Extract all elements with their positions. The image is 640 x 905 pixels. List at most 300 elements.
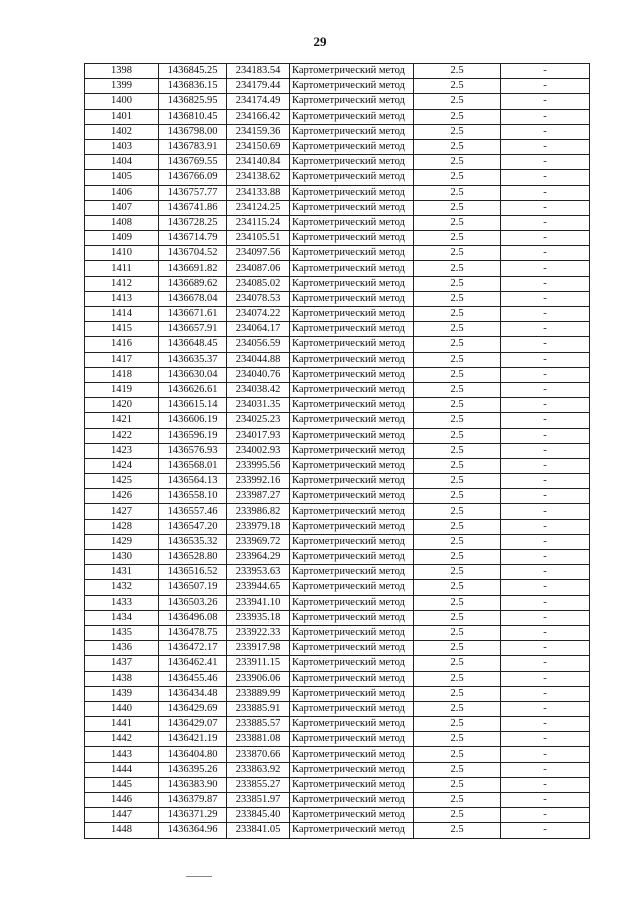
y-coordinate-cell: 234078.53	[227, 291, 290, 306]
x-coordinate-cell: 1436689.62	[159, 276, 227, 291]
accuracy-cell: 2.5	[414, 291, 501, 306]
table-row	[85, 808, 590, 823]
point-number-cell: 1424	[85, 458, 159, 473]
method-cell: Картометрический метод	[290, 565, 414, 580]
y-coordinate-cell: 234115.24	[227, 215, 290, 230]
accuracy-cell: 2.5	[414, 474, 501, 489]
point-number-cell: 1440	[85, 701, 159, 716]
y-coordinate-cell: 233863.92	[227, 762, 290, 777]
accuracy-cell: 2.5	[414, 398, 501, 413]
accuracy-cell: 2.5	[414, 215, 501, 230]
method-cell: Картометрический метод	[290, 94, 414, 109]
method-cell: Картометрический метод	[290, 443, 414, 458]
x-coordinate-cell: 1436429.07	[159, 717, 227, 732]
point-number-cell: 1415	[85, 322, 159, 337]
x-coordinate-cell: 1436836.15	[159, 79, 227, 94]
point-number-cell: 1402	[85, 124, 159, 139]
table-row	[85, 474, 590, 489]
x-coordinate-cell: 1436496.08	[159, 610, 227, 625]
table-row	[85, 595, 590, 610]
point-number-cell: 1419	[85, 382, 159, 397]
note-cell: -	[501, 534, 590, 549]
y-coordinate-cell: 234159.36	[227, 124, 290, 139]
point-number-cell: 1413	[85, 291, 159, 306]
y-coordinate-cell: 234017.93	[227, 428, 290, 443]
method-cell: Картометрический метод	[290, 155, 414, 170]
note-cell: -	[501, 489, 590, 504]
table-row	[85, 124, 590, 139]
y-coordinate-cell: 234140.84	[227, 155, 290, 170]
note-cell: -	[501, 793, 590, 808]
note-cell: -	[501, 276, 590, 291]
accuracy-cell: 2.5	[414, 307, 501, 322]
y-coordinate-cell: 233885.57	[227, 717, 290, 732]
method-cell: Картометрический метод	[290, 79, 414, 94]
method-cell: Картометрический метод	[290, 200, 414, 215]
point-number-cell: 1414	[85, 307, 159, 322]
table-row	[85, 352, 590, 367]
table-row	[85, 139, 590, 154]
y-coordinate-cell: 233922.33	[227, 625, 290, 640]
accuracy-cell: 2.5	[414, 823, 501, 838]
y-coordinate-cell: 233995.56	[227, 458, 290, 473]
y-coordinate-cell: 233987.27	[227, 489, 290, 504]
table-row	[85, 793, 590, 808]
method-cell: Картометрический метод	[290, 64, 414, 79]
table-row	[85, 519, 590, 534]
accuracy-cell: 2.5	[414, 732, 501, 747]
y-coordinate-cell: 233911.15	[227, 656, 290, 671]
note-cell: -	[501, 823, 590, 838]
method-cell: Картометрический метод	[290, 747, 414, 762]
x-coordinate-cell: 1436648.45	[159, 337, 227, 352]
accuracy-cell: 2.5	[414, 504, 501, 519]
table-row	[85, 413, 590, 428]
method-cell: Картометрический метод	[290, 504, 414, 519]
note-cell: -	[501, 625, 590, 640]
note-cell: -	[501, 215, 590, 230]
x-coordinate-cell: 1436769.55	[159, 155, 227, 170]
x-coordinate-cell: 1436429.69	[159, 701, 227, 716]
note-cell: -	[501, 94, 590, 109]
table-row	[85, 762, 590, 777]
point-number-cell: 1433	[85, 595, 159, 610]
accuracy-cell: 2.5	[414, 64, 501, 79]
accuracy-cell: 2.5	[414, 367, 501, 382]
accuracy-cell: 2.5	[414, 428, 501, 443]
y-coordinate-cell: 234133.88	[227, 185, 290, 200]
table-row	[85, 625, 590, 640]
x-coordinate-cell: 1436434.48	[159, 686, 227, 701]
accuracy-cell: 2.5	[414, 109, 501, 124]
table-row	[85, 565, 590, 580]
x-coordinate-cell: 1436783.91	[159, 139, 227, 154]
method-cell: Картометрический метод	[290, 352, 414, 367]
y-coordinate-cell: 234087.06	[227, 261, 290, 276]
y-coordinate-cell: 233881.08	[227, 732, 290, 747]
note-cell: -	[501, 656, 590, 671]
accuracy-cell: 2.5	[414, 717, 501, 732]
y-coordinate-cell: 234174.49	[227, 94, 290, 109]
accuracy-cell: 2.5	[414, 155, 501, 170]
note-cell: -	[501, 777, 590, 792]
y-coordinate-cell: 233845.40	[227, 808, 290, 823]
method-cell: Картометрический метод	[290, 701, 414, 716]
table-row	[85, 307, 590, 322]
point-number-cell: 1412	[85, 276, 159, 291]
x-coordinate-cell: 1436421.19	[159, 732, 227, 747]
accuracy-cell: 2.5	[414, 352, 501, 367]
note-cell: -	[501, 732, 590, 747]
note-cell: -	[501, 261, 590, 276]
table-row	[85, 382, 590, 397]
method-cell: Картометрический метод	[290, 762, 414, 777]
y-coordinate-cell: 233855.27	[227, 777, 290, 792]
point-number-cell: 1422	[85, 428, 159, 443]
note-cell: -	[501, 808, 590, 823]
accuracy-cell: 2.5	[414, 686, 501, 701]
note-cell: -	[501, 428, 590, 443]
point-number-cell: 1418	[85, 367, 159, 382]
y-coordinate-cell: 233935.18	[227, 610, 290, 625]
table-row	[85, 489, 590, 504]
method-cell: Картометрический метод	[290, 109, 414, 124]
note-cell: -	[501, 550, 590, 565]
table-row	[85, 610, 590, 625]
method-cell: Картометрический метод	[290, 307, 414, 322]
note-cell: -	[501, 170, 590, 185]
y-coordinate-cell: 234183.54	[227, 64, 290, 79]
point-number-cell: 1407	[85, 200, 159, 215]
method-cell: Картометрический метод	[290, 276, 414, 291]
note-cell: -	[501, 307, 590, 322]
x-coordinate-cell: 1436455.46	[159, 671, 227, 686]
point-number-cell: 1435	[85, 625, 159, 640]
point-number-cell: 1417	[85, 352, 159, 367]
x-coordinate-cell: 1436766.09	[159, 170, 227, 185]
point-number-cell: 1411	[85, 261, 159, 276]
table-row	[85, 671, 590, 686]
y-coordinate-cell: 234124.25	[227, 200, 290, 215]
x-coordinate-cell: 1436678.04	[159, 291, 227, 306]
x-coordinate-cell: 1436564.13	[159, 474, 227, 489]
point-number-cell: 1434	[85, 610, 159, 625]
note-cell: -	[501, 64, 590, 79]
point-number-cell: 1420	[85, 398, 159, 413]
note-cell: -	[501, 352, 590, 367]
method-cell: Картометрический метод	[290, 610, 414, 625]
table-row	[85, 246, 590, 261]
table-row	[85, 458, 590, 473]
table-row	[85, 291, 590, 306]
x-coordinate-cell: 1436626.61	[159, 382, 227, 397]
table-row	[85, 580, 590, 595]
accuracy-cell: 2.5	[414, 671, 501, 686]
accuracy-cell: 2.5	[414, 701, 501, 716]
accuracy-cell: 2.5	[414, 534, 501, 549]
note-cell: -	[501, 398, 590, 413]
method-cell: Картометрический метод	[290, 337, 414, 352]
y-coordinate-cell: 234038.42	[227, 382, 290, 397]
accuracy-cell: 2.5	[414, 413, 501, 428]
point-number-cell: 1429	[85, 534, 159, 549]
method-cell: Картометрический метод	[290, 261, 414, 276]
point-number-cell: 1427	[85, 504, 159, 519]
method-cell: Картометрический метод	[290, 595, 414, 610]
note-cell: -	[501, 458, 590, 473]
point-number-cell: 1447	[85, 808, 159, 823]
x-coordinate-cell: 1436404.80	[159, 747, 227, 762]
table-row	[85, 276, 590, 291]
y-coordinate-cell: 234074.22	[227, 307, 290, 322]
accuracy-cell: 2.5	[414, 443, 501, 458]
note-cell: -	[501, 595, 590, 610]
method-cell: Картометрический метод	[290, 474, 414, 489]
coordinates-table-body	[85, 64, 590, 839]
y-coordinate-cell: 233917.98	[227, 641, 290, 656]
method-cell: Картометрический метод	[290, 808, 414, 823]
x-coordinate-cell: 1436606.19	[159, 413, 227, 428]
point-number-cell: 1410	[85, 246, 159, 261]
note-cell: -	[501, 565, 590, 580]
point-number-cell: 1405	[85, 170, 159, 185]
method-cell: Картометрический метод	[290, 823, 414, 838]
y-coordinate-cell: 233986.82	[227, 504, 290, 519]
method-cell: Картометрический метод	[290, 793, 414, 808]
accuracy-cell: 2.5	[414, 94, 501, 109]
accuracy-cell: 2.5	[414, 489, 501, 504]
point-number-cell: 1421	[85, 413, 159, 428]
method-cell: Картометрический метод	[290, 185, 414, 200]
method-cell: Картометрический метод	[290, 732, 414, 747]
method-cell: Картометрический метод	[290, 170, 414, 185]
note-cell: -	[501, 291, 590, 306]
accuracy-cell: 2.5	[414, 261, 501, 276]
table-row	[85, 215, 590, 230]
accuracy-cell: 2.5	[414, 322, 501, 337]
point-number-cell: 1426	[85, 489, 159, 504]
point-number-cell: 1438	[85, 671, 159, 686]
y-coordinate-cell: 233941.10	[227, 595, 290, 610]
accuracy-cell: 2.5	[414, 656, 501, 671]
accuracy-cell: 2.5	[414, 231, 501, 246]
y-coordinate-cell: 234179.44	[227, 79, 290, 94]
point-number-cell: 1428	[85, 519, 159, 534]
x-coordinate-cell: 1436691.82	[159, 261, 227, 276]
point-number-cell: 1423	[85, 443, 159, 458]
point-number-cell: 1404	[85, 155, 159, 170]
point-number-cell: 1441	[85, 717, 159, 732]
point-number-cell: 1406	[85, 185, 159, 200]
note-cell: -	[501, 109, 590, 124]
point-number-cell: 1437	[85, 656, 159, 671]
y-coordinate-cell: 234040.76	[227, 367, 290, 382]
method-cell: Картометрический метод	[290, 489, 414, 504]
table-row	[85, 641, 590, 656]
accuracy-cell: 2.5	[414, 337, 501, 352]
table-row	[85, 823, 590, 838]
x-coordinate-cell: 1436576.93	[159, 443, 227, 458]
method-cell: Картометрический метод	[290, 550, 414, 565]
table-row	[85, 170, 590, 185]
method-cell: Картометрический метод	[290, 534, 414, 549]
footer-line	[186, 876, 212, 877]
note-cell: -	[501, 671, 590, 686]
table-row	[85, 398, 590, 413]
y-coordinate-cell: 233992.16	[227, 474, 290, 489]
y-coordinate-cell: 234097.56	[227, 246, 290, 261]
table-row	[85, 747, 590, 762]
point-number-cell: 1445	[85, 777, 159, 792]
method-cell: Картометрический метод	[290, 777, 414, 792]
point-number-cell: 1446	[85, 793, 159, 808]
accuracy-cell: 2.5	[414, 246, 501, 261]
note-cell: -	[501, 747, 590, 762]
accuracy-cell: 2.5	[414, 747, 501, 762]
x-coordinate-cell: 1436462.41	[159, 656, 227, 671]
y-coordinate-cell: 233964.29	[227, 550, 290, 565]
note-cell: -	[501, 200, 590, 215]
point-number-cell: 1443	[85, 747, 159, 762]
y-coordinate-cell: 234150.69	[227, 139, 290, 154]
note-cell: -	[501, 246, 590, 261]
method-cell: Картометрический метод	[290, 428, 414, 443]
x-coordinate-cell: 1436516.52	[159, 565, 227, 580]
y-coordinate-cell: 233944.65	[227, 580, 290, 595]
point-number-cell: 1401	[85, 109, 159, 124]
y-coordinate-cell: 234085.02	[227, 276, 290, 291]
table-row	[85, 322, 590, 337]
x-coordinate-cell: 1436757.77	[159, 185, 227, 200]
table-row	[85, 443, 590, 458]
accuracy-cell: 2.5	[414, 124, 501, 139]
y-coordinate-cell: 234105.51	[227, 231, 290, 246]
method-cell: Картометрический метод	[290, 382, 414, 397]
table-row	[85, 717, 590, 732]
accuracy-cell: 2.5	[414, 458, 501, 473]
x-coordinate-cell: 1436528.80	[159, 550, 227, 565]
x-coordinate-cell: 1436395.26	[159, 762, 227, 777]
x-coordinate-cell: 1436557.46	[159, 504, 227, 519]
table-row	[85, 504, 590, 519]
y-coordinate-cell: 233870.66	[227, 747, 290, 762]
x-coordinate-cell: 1436535.32	[159, 534, 227, 549]
accuracy-cell: 2.5	[414, 185, 501, 200]
accuracy-cell: 2.5	[414, 793, 501, 808]
method-cell: Картометрический метод	[290, 458, 414, 473]
table-row	[85, 261, 590, 276]
accuracy-cell: 2.5	[414, 565, 501, 580]
method-cell: Картометрический метод	[290, 641, 414, 656]
x-coordinate-cell: 1436630.04	[159, 367, 227, 382]
x-coordinate-cell: 1436615.14	[159, 398, 227, 413]
y-coordinate-cell: 233889.99	[227, 686, 290, 701]
method-cell: Картометрический метод	[290, 231, 414, 246]
y-coordinate-cell: 234064.17	[227, 322, 290, 337]
table-row	[85, 109, 590, 124]
x-coordinate-cell: 1436568.01	[159, 458, 227, 473]
method-cell: Картометрический метод	[290, 139, 414, 154]
y-coordinate-cell: 233885.91	[227, 701, 290, 716]
table-row	[85, 367, 590, 382]
point-number-cell: 1436	[85, 641, 159, 656]
table-row	[85, 155, 590, 170]
accuracy-cell: 2.5	[414, 808, 501, 823]
accuracy-cell: 2.5	[414, 610, 501, 625]
note-cell: -	[501, 124, 590, 139]
point-number-cell: 1444	[85, 762, 159, 777]
note-cell: -	[501, 474, 590, 489]
accuracy-cell: 2.5	[414, 777, 501, 792]
point-number-cell: 1448	[85, 823, 159, 838]
note-cell: -	[501, 762, 590, 777]
note-cell: -	[501, 322, 590, 337]
method-cell: Картометрический метод	[290, 413, 414, 428]
y-coordinate-cell: 234138.62	[227, 170, 290, 185]
table-row	[85, 701, 590, 716]
x-coordinate-cell: 1436798.00	[159, 124, 227, 139]
table-row	[85, 686, 590, 701]
accuracy-cell: 2.5	[414, 382, 501, 397]
note-cell: -	[501, 443, 590, 458]
point-number-cell: 1400	[85, 94, 159, 109]
table-row	[85, 94, 590, 109]
x-coordinate-cell: 1436507.19	[159, 580, 227, 595]
coordinates-table	[84, 63, 590, 839]
note-cell: -	[501, 79, 590, 94]
point-number-cell: 1408	[85, 215, 159, 230]
x-coordinate-cell: 1436810.45	[159, 109, 227, 124]
y-coordinate-cell: 233969.72	[227, 534, 290, 549]
x-coordinate-cell: 1436503.26	[159, 595, 227, 610]
y-coordinate-cell: 234031.35	[227, 398, 290, 413]
y-coordinate-cell: 234025.23	[227, 413, 290, 428]
accuracy-cell: 2.5	[414, 550, 501, 565]
x-coordinate-cell: 1436478.75	[159, 625, 227, 640]
table-row	[85, 64, 590, 79]
note-cell: -	[501, 701, 590, 716]
method-cell: Картометрический метод	[290, 580, 414, 595]
x-coordinate-cell: 1436596.19	[159, 428, 227, 443]
point-number-cell: 1403	[85, 139, 159, 154]
method-cell: Картометрический метод	[290, 686, 414, 701]
method-cell: Картометрический метод	[290, 398, 414, 413]
point-number-cell: 1409	[85, 231, 159, 246]
table-row	[85, 656, 590, 671]
note-cell: -	[501, 519, 590, 534]
accuracy-cell: 2.5	[414, 170, 501, 185]
method-cell: Картометрический метод	[290, 322, 414, 337]
page-number: 29	[313, 34, 327, 49]
method-cell: Картометрический метод	[290, 717, 414, 732]
y-coordinate-cell: 234002.93	[227, 443, 290, 458]
y-coordinate-cell: 233953.63	[227, 565, 290, 580]
x-coordinate-cell: 1436704.52	[159, 246, 227, 261]
x-coordinate-cell: 1436714.79	[159, 231, 227, 246]
table-row	[85, 777, 590, 792]
point-number-cell: 1425	[85, 474, 159, 489]
point-number-cell: 1430	[85, 550, 159, 565]
method-cell: Картометрический метод	[290, 367, 414, 382]
accuracy-cell: 2.5	[414, 139, 501, 154]
x-coordinate-cell: 1436371.29	[159, 808, 227, 823]
table-row	[85, 428, 590, 443]
x-coordinate-cell: 1436845.25	[159, 64, 227, 79]
note-cell: -	[501, 504, 590, 519]
point-number-cell: 1431	[85, 565, 159, 580]
note-cell: -	[501, 231, 590, 246]
x-coordinate-cell: 1436558.10	[159, 489, 227, 504]
